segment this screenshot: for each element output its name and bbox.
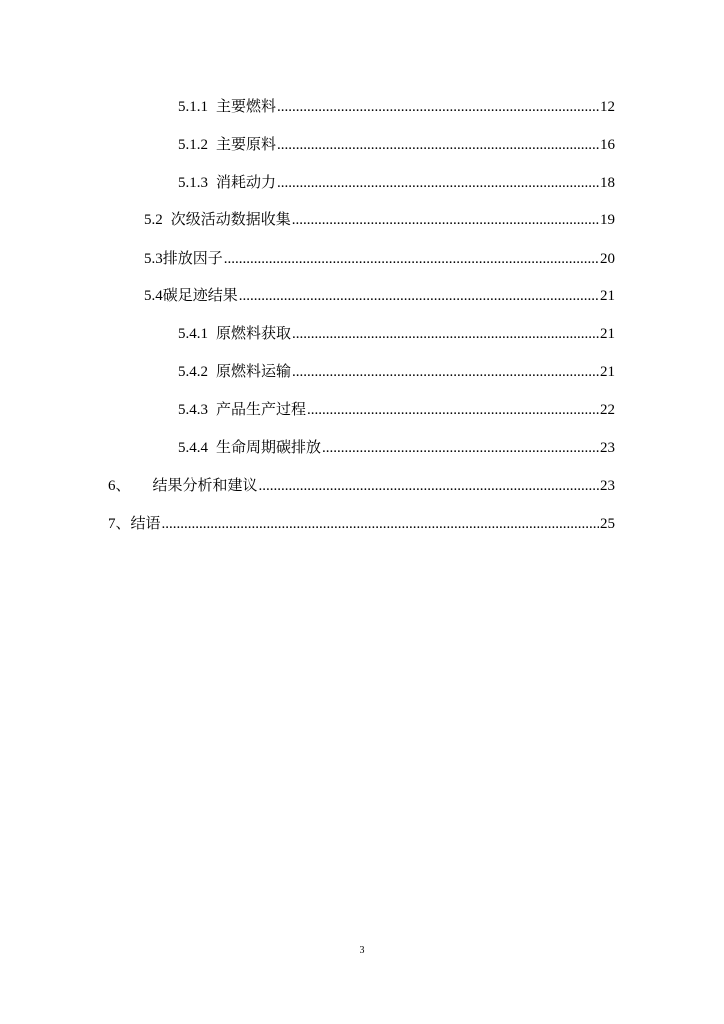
toc-entry-number: 5.4.1	[178, 326, 208, 342]
toc-entry-5-4-3[interactable]	[178, 398, 615, 422]
toc-entry-page: 20	[600, 251, 615, 267]
dot-leader	[239, 284, 599, 308]
dot-leader	[277, 95, 599, 119]
toc-entry-page: 12	[600, 99, 615, 115]
toc-entry-number: 5.1.1	[178, 99, 208, 115]
dot-leader	[292, 208, 599, 232]
toc-entry-title: 原燃料运输	[216, 364, 292, 380]
toc-entry-number: 5.2	[144, 212, 163, 228]
toc-entry-7[interactable]	[108, 512, 615, 536]
toc-entry-page: 18	[600, 175, 615, 191]
toc-entry-title: 结果分析和建议	[152, 478, 258, 494]
toc-entry-5-4-2[interactable]	[178, 360, 615, 384]
toc-entry-number: 7、	[108, 516, 131, 532]
toc-entry-number: 5.4.2	[178, 364, 208, 380]
toc-entry-page: 25	[600, 516, 615, 532]
dot-leader	[259, 474, 599, 498]
toc-entry-page: 16	[600, 137, 615, 153]
toc-entry-number: 5.1.3	[178, 175, 208, 191]
toc-entry-page: 19	[600, 212, 615, 228]
toc-entry-page: 21	[600, 326, 615, 342]
dot-leader	[292, 322, 599, 346]
toc-entry-number: 5.4.3	[178, 402, 208, 418]
toc-entry-page: 23	[600, 478, 615, 494]
dot-leader	[292, 360, 599, 384]
toc-entry-title: 原燃料获取	[216, 326, 292, 342]
dot-leader	[224, 247, 599, 271]
toc-entry-6[interactable]	[108, 474, 615, 498]
toc-entry-number: 6、	[108, 478, 131, 494]
toc-entry-number: 5.4.4	[178, 440, 208, 456]
toc-entry-5-1-2[interactable]	[178, 133, 615, 157]
toc-entry-number: 5.3	[144, 251, 163, 267]
dot-leader	[277, 133, 599, 157]
toc-entry-title: 排放因子	[162, 251, 223, 267]
toc-entry-title: 主要原料	[216, 137, 277, 153]
toc-entry-title: 生命周期碳排放	[216, 440, 322, 456]
toc-entry-title: 主要燃料	[216, 99, 277, 115]
toc-entry-number: 5.1.2	[178, 137, 208, 153]
dot-leader	[277, 171, 599, 195]
toc-entry-5-2[interactable]	[144, 208, 615, 232]
toc-entry-page: 23	[600, 440, 615, 456]
dot-leader	[307, 398, 599, 422]
dot-leader	[322, 436, 599, 460]
toc-entry-5-4-1[interactable]	[178, 322, 615, 346]
toc-entry-title: 碳足迹结果	[162, 288, 238, 304]
toc-entry-title: 产品生产过程	[216, 402, 307, 418]
toc-entry-page: 21	[600, 288, 615, 304]
toc-entry-5-4[interactable]	[144, 284, 615, 308]
page-number: 3	[359, 945, 365, 956]
toc-entry-number: 5.4	[144, 288, 163, 304]
dot-leader	[162, 512, 599, 536]
toc-entry-5-3[interactable]	[144, 247, 615, 271]
toc-entry-title: 次级活动数据收集	[170, 212, 291, 228]
toc-entry-5-1-3[interactable]	[178, 171, 615, 195]
toc-entry-5-4-4[interactable]	[178, 436, 615, 460]
toc-entry-title: 结语	[130, 516, 161, 532]
toc-entry-page: 22	[600, 402, 615, 418]
toc-entry-title: 消耗动力	[216, 175, 277, 191]
toc-entry-page: 21	[600, 364, 615, 380]
toc-entry-5-1-1[interactable]	[178, 95, 615, 119]
